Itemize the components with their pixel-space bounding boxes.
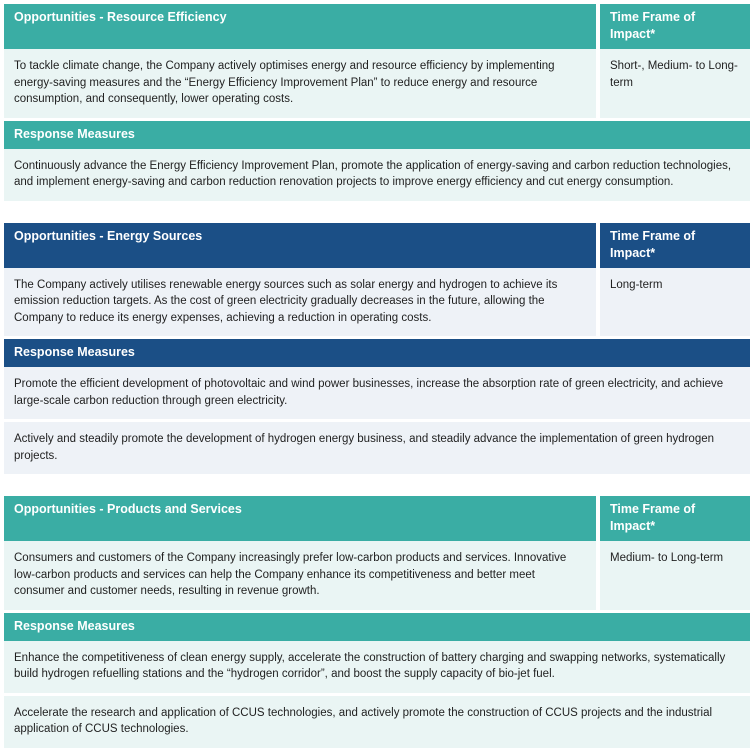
section-body-row bbox=[4, 49, 750, 118]
time-frame-value: Short-, Medium- to Long-term bbox=[600, 49, 750, 118]
time-frame-title: Time Frame of Impact* bbox=[600, 223, 750, 268]
section-spacer bbox=[0, 201, 750, 223]
time-frame-title: Time Frame of Impact* bbox=[600, 496, 750, 541]
response-measure-item: Continuously advance the Energy Efficiency Improvement Plan, promote the application of energy-saving and carbon reduction technologies, and implement energy-saving and carbon reduction renovation projects to improve energy efficiency and cut energy consumption. bbox=[4, 149, 750, 201]
section-products-and-services bbox=[0, 496, 750, 748]
response-measure-item: Enhance the competitiveness of clean energy supply, accelerate the construction of battery charging and swapping networks, systematically build hydrogen refuelling stations and the “hydrogen corridor”, and boost the supply capacity of bio-jet fuel. bbox=[4, 641, 750, 693]
opportunity-title: Opportunities - Resource Efficiency bbox=[4, 4, 596, 49]
section-header-row bbox=[4, 4, 750, 49]
opportunity-title: Opportunities - Energy Sources bbox=[4, 223, 596, 268]
response-measures-title: Response Measures bbox=[4, 613, 750, 641]
response-measures-title: Response Measures bbox=[4, 121, 750, 149]
response-measure-item: Promote the efficient development of photovoltaic and wind power businesses, increase the absorption rate of green electricity, and achieve large-scale carbon reduction through green electricity. bbox=[4, 367, 750, 419]
response-measures-title: Response Measures bbox=[4, 339, 750, 367]
opportunity-title: Opportunities - Products and Services bbox=[4, 496, 596, 541]
response-measure-item: Actively and steadily promote the development of hydrogen energy business, and steadily advance the implementation of green hydrogen projects. bbox=[4, 422, 750, 474]
opportunity-text: The Company actively utilises renewable energy sources such as solar energy and hydrogen to achieve its emission reduction targets. As the cost of green electricity gradually decreases in the future, allowing the Company to reduce its energy expenses, achieving a reduction in operating costs. bbox=[4, 268, 596, 337]
time-frame-value: Long-term bbox=[600, 268, 750, 337]
section-body-row bbox=[4, 541, 750, 610]
section-energy-sources bbox=[0, 223, 750, 475]
section-spacer bbox=[0, 474, 750, 496]
response-measure-item: Accelerate the research and application of CCUS technologies, and actively promote the construction of CCUS projects and the industrial application of CCUS technologies. bbox=[4, 696, 750, 748]
time-frame-value: Medium- to Long-term bbox=[600, 541, 750, 610]
section-body-row bbox=[4, 268, 750, 337]
time-frame-title: Time Frame of Impact* bbox=[600, 4, 750, 49]
opportunity-text: To tackle climate change, the Company actively optimises energy and resource efficiency by implementing energy-saving measures and the “Energy Efficiency Improvement Plan” to reduce energy and resource consumption, and consequently, lower operating costs. bbox=[4, 49, 596, 118]
section-header-row bbox=[4, 223, 750, 268]
opportunity-text: Consumers and customers of the Company increasingly prefer low-carbon products and services. Innovative low-carbon products and services can help the Company enhance its competitiveness and better meet consumer and customer needs, resulting in revenue growth. bbox=[4, 541, 596, 610]
section-header-row bbox=[4, 496, 750, 541]
section-resource-efficiency bbox=[0, 4, 750, 201]
